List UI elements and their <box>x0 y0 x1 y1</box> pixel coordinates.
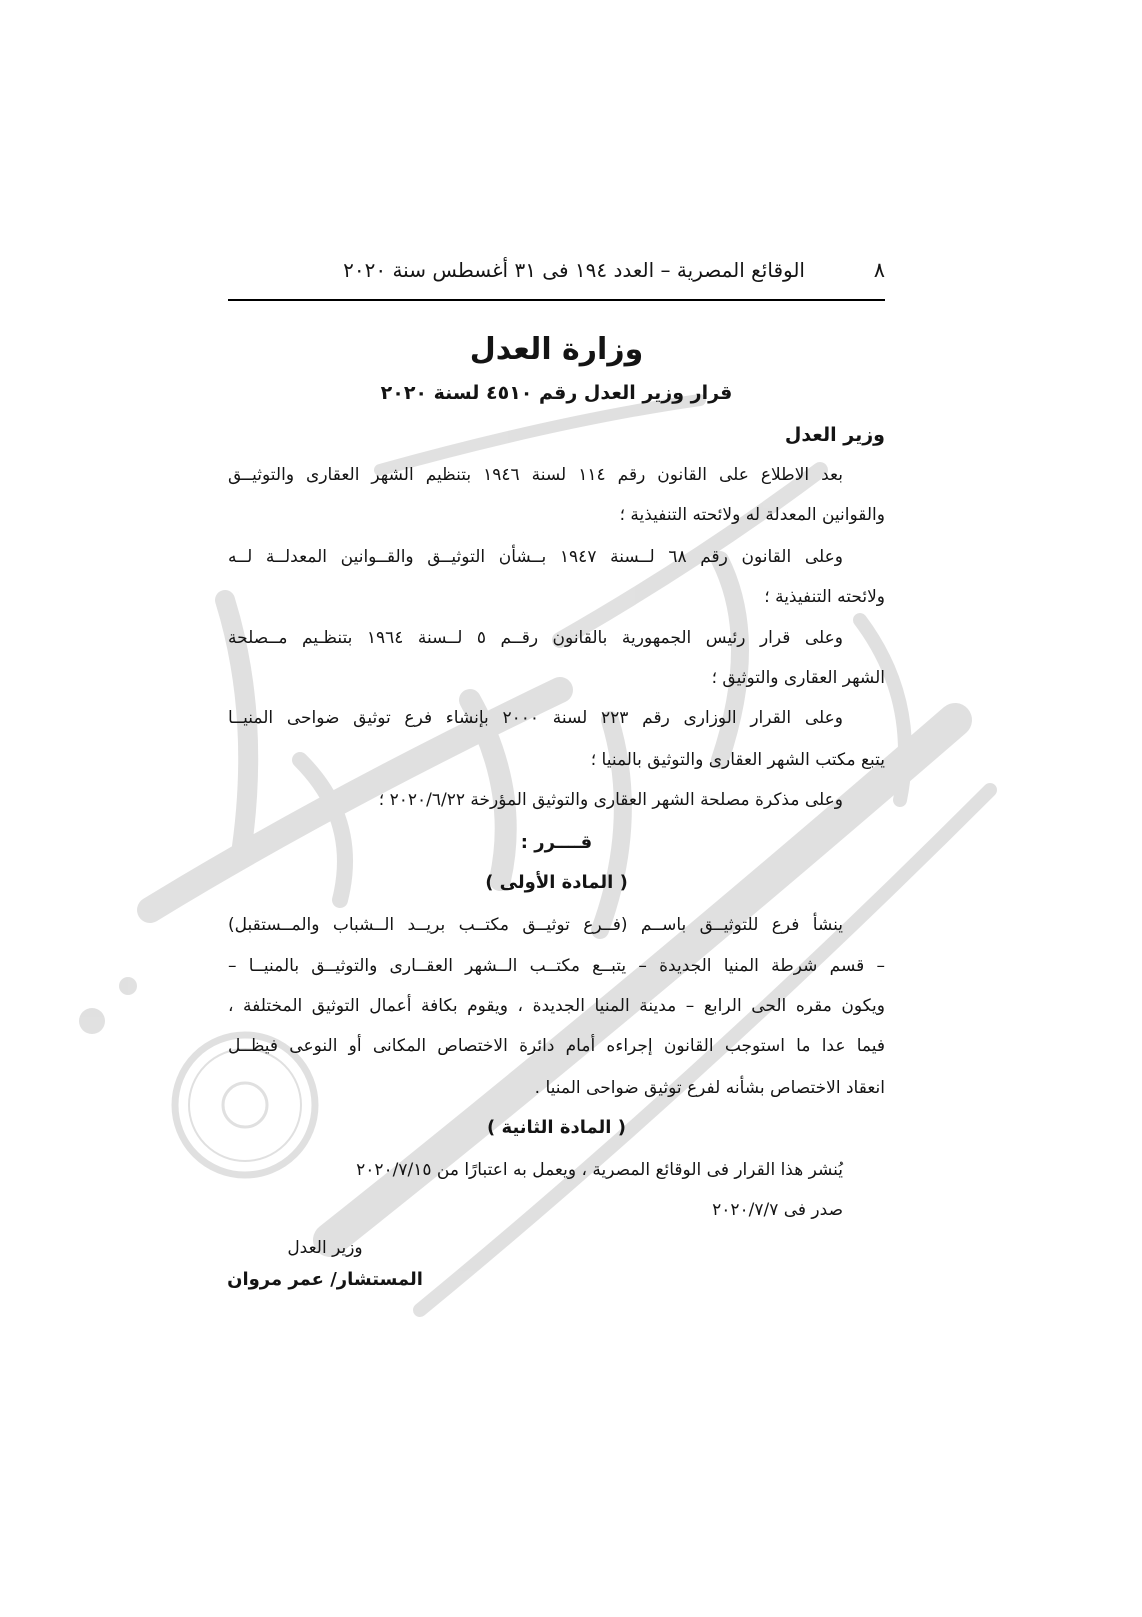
article-line: – قسم شرطة المنيا الجديدة – يتبــع مكتــب الــشهر العقــارى والتوثيــق بالمنيــا – <box>228 956 885 976</box>
article-line: ويكون مقره الحى الرابع – مدينة المنيا الجديدة ، ويقوم بكافة أعمال التوثيق المختلفة ، <box>228 996 885 1016</box>
preamble-line: وعلى قرار رئيس الجمهورية بالقانون رقــم ٥ لــسنة ١٩٦٤ بتنظـيم مــصلحة <box>228 628 843 648</box>
issuer-heading: وزير العدل <box>784 424 885 446</box>
preamble-line: بعد الاطلاع على القانون رقم ١١٤ لسنة ١٩٤٦ بتنظيم الشهر العقارى والتوثيــق <box>228 465 843 485</box>
signature-title: وزير العدل <box>287 1238 363 1258</box>
article-line: فيما عدا ما استوجب القانون إجراءه أمام دائرة الاختصاص المكانى أو النوعى فيظــل <box>228 1036 885 1056</box>
ministry-title: وزارة العدل <box>469 332 644 367</box>
issue-date: صدر فى ٢٠٢٠/٧/٧ <box>712 1200 843 1220</box>
preamble-line: وعلى القانون رقم ٦٨ لــسنة ١٩٤٧ بــشأن التوثيــق والقــوانين المعدلــة لــه <box>228 547 844 567</box>
preamble-line: والقوانين المعدلة له ولائحته التنفيذية ؛ <box>619 505 885 525</box>
decided-heading: قــــرر : <box>520 832 593 853</box>
article-heading: ( المادة الأولى ) <box>485 872 628 893</box>
running-header-title: الوقائع المصرية – العدد ١٩٤ فى ٣١ أغسطس سنة ٢٠٢٠ <box>343 258 805 282</box>
watermark-dot <box>119 977 137 995</box>
preamble-line: وعلى القرار الوزارى رقم ٢٢٣ لسنة ٢٠٠٠ بإنشاء فرع توثيق ضواحى المنيــا <box>228 708 843 728</box>
header-rule <box>228 299 885 301</box>
page-number: ٨ <box>873 258 885 282</box>
decree-title: قرار وزير العدل رقم ٤٥١٠ لسنة ٢٠٢٠ <box>380 382 733 404</box>
article-line: ينشأ فرع للتوثيــق باســم (فــرع توثيــق مكتــب بريــد الــشباب والمــستقبل) <box>228 915 843 935</box>
preamble-line: ولائحته التنفيذية ؛ <box>764 587 885 607</box>
article-line: يُنشر هذا القرار فى الوقائع المصرية ، ويعمل به اعتبارًا من ٢٠٢٠/٧/١٥ <box>356 1160 843 1180</box>
article-heading: ( المادة الثانية ) <box>487 1117 626 1138</box>
signature-name: المستشار/ عمر مروان <box>227 1269 423 1290</box>
preamble-line: يتبع مكتب الشهر العقارى والتوثيق بالمنيا ؛ <box>590 750 885 770</box>
watermark-dot <box>79 1008 105 1034</box>
preamble-line: وعلى مذكرة مصلحة الشهر العقارى والتوثيق المؤرخة ٢٠٢٠/٦/٢٢ ؛ <box>378 790 843 810</box>
preamble-line: الشهر العقارى والتوثيق ؛ <box>711 668 885 688</box>
article-line: انعقاد الاختصاص بشأنه لفرع توثيق ضواحى المنيا . <box>534 1078 885 1098</box>
